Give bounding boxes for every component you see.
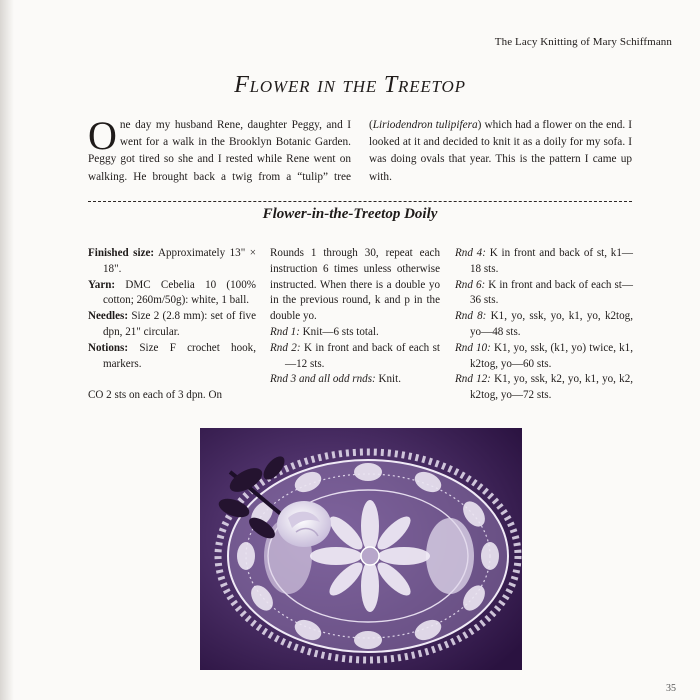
material-item: Finished size: Approximately 13" × 18".	[88, 247, 256, 275]
material-item: Notions: Size F crochet hook, markers.	[88, 341, 256, 370]
round-instruction: Rnd 4: K in front and back of st, k1—18 sts.	[455, 247, 633, 275]
round-instruction: Rnd 2: K in front and back of each st—12 sts.	[270, 341, 440, 370]
repeat-note: Rounds 1 through 30, repeat each instruction 6 times unless otherwise instructed. When there is a double yo in the previous round, k and p in the double yo.	[270, 247, 440, 323]
running-head: The Lacy Knitting of Mary Schiffmann	[494, 36, 672, 48]
instructions-column-3	[455, 246, 633, 404]
instructions-column-2	[270, 246, 440, 388]
page-title: Flower in the Treetop	[234, 72, 466, 98]
drop-cap: O	[88, 113, 117, 158]
round-instruction: Rnd 12: K1, yo, ssk, k2, yo, k1, yo, k2, k2tog, yo—72 sts.	[455, 373, 634, 402]
dashed-divider	[88, 201, 632, 202]
intro-paragraph	[88, 113, 632, 186]
page-gutter-shadow	[0, 0, 14, 700]
instructions-column-1	[88, 246, 256, 404]
round-instruction: Rnd 10: K1, yo, ssk, (k1, yo) twice, k1, k2tog, yo—60 sts.	[455, 341, 634, 370]
intro-text-1: ne day my husband Rene, daughter Peggy, and I went for a walk in the Brooklyn Botanic Garden. Peggy got tired so she and I rested while Rene went on walking. He brought back a twig from a “tulip” tree (	[88, 119, 373, 183]
cast-on-instruction: CO 2 sts on each of 3 dpn. On	[88, 389, 223, 402]
round-instruction: Rnd 3 and all odd rnds: Knit.	[270, 373, 401, 386]
material-item: Yarn: DMC Cebelia 10 (100% cotton; 260m/50g): white, 1 ball.	[88, 278, 256, 307]
page-number: 35	[666, 683, 676, 694]
material-item: Needles: Size 2 (2.8 mm): set of five dpn, 21" circular.	[88, 310, 256, 338]
round-instruction: Rnd 6: K in front and back of each st—36 sts.	[455, 278, 633, 307]
section-title: Flower-in-the-Treetop Doily	[262, 206, 438, 222]
doily-illustration	[200, 428, 522, 670]
intro-latin-name: Liriodendron tulipifera	[372, 119, 478, 131]
round-instruction: Rnd 8: K1, yo, ssk, yo, k1, yo, k2tog, yo—48 sts.	[455, 310, 633, 338]
doily-photo	[200, 428, 522, 670]
intro-text-2: ) which had a flower on the end. I looked at it and decided to knit it as a doily for my sofa. I was doing ovals that year. This is the pattern I came up with.	[369, 119, 632, 183]
round-instruction: Rnd 1: Knit—6 sts total.	[270, 325, 379, 338]
